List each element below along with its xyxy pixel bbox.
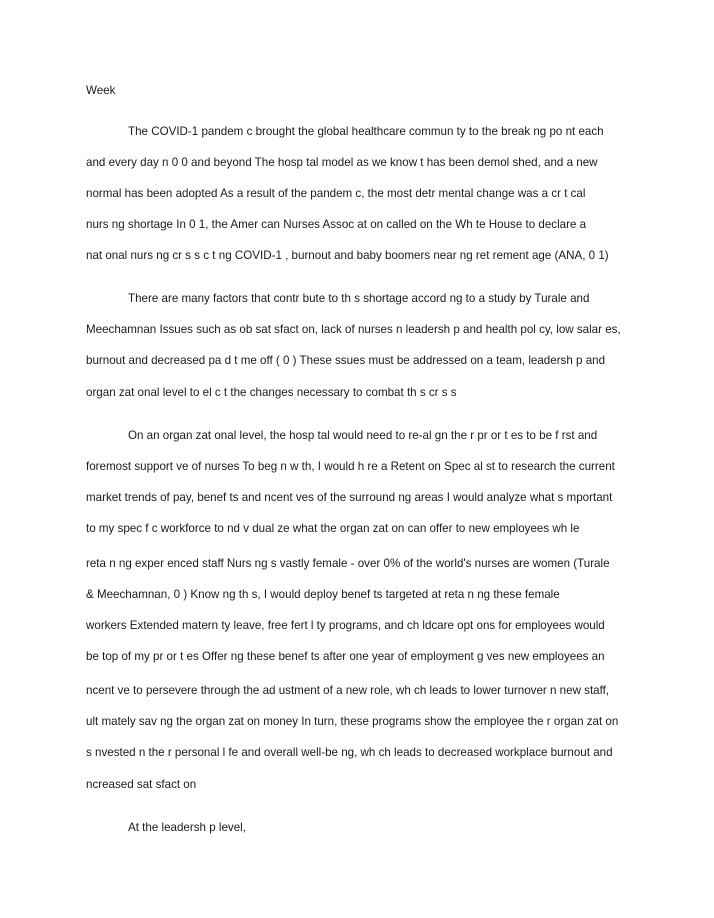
text-line: organ zat onal level to el c t the changes necessary to combat th s cr s s (86, 386, 457, 399)
text-line: The COVID-1 pandem c brought the global healthcare commun ty to the break ng po nt each (128, 125, 604, 138)
text-line: s nvested n the r personal l fe and overall well-be ng, wh ch leads to decreased workplace burnout and (86, 746, 613, 759)
text-line: ncreased sat sfact on (86, 778, 197, 791)
text-line: nat onal nurs ng cr s s c t ng COVID-1 , burnout and baby boomers near ng ret rement age (ANA, 0 1) (86, 249, 609, 262)
text-line: to my spec f c workforce to nd v dual ze what the organ zat on can offer to new employees wh le (86, 522, 580, 535)
text-line: workers Extended matern ty leave, free fert l ty programs, and ch ldcare opt ons for employees would (86, 619, 605, 632)
text-line: and every day n 0 0 and beyond The hosp tal model as we know t has been demol shed, and a new (86, 156, 598, 169)
text-line: foremost support ve of nurses To beg n w th, I would h re a Retent on Spec al st to research the current (86, 460, 615, 473)
text-line: There are many factors that contr bute to th s shortage accord ng to a study by Turale and (128, 292, 590, 305)
document-heading: Week (86, 84, 116, 97)
text-line: be top of my pr or t es Offer ng these benef ts after one year of employment g ves new employees an (86, 650, 605, 663)
text-line: burnout and decreased pa d t me off ( 0 ) These ssues must be addressed on a team, leadersh p and (86, 354, 606, 367)
text-line: ult mately sav ng the organ zat on money In turn, these programs show the employee the r organ zat on (86, 715, 619, 728)
text-line: nurs ng shortage In 0 1, the Amer can Nurses Assoc at on called on the Wh te House to declare a (86, 218, 587, 231)
text-line: At the leadersh p level, (128, 821, 246, 834)
text-line: On an organ zat onal level, the hosp tal would need to re-al gn the r pr or t es to be f rst and (128, 429, 598, 442)
text-line: Meechamnan Issues such as ob sat sfact on, lack of nurses n leadersh p and health pol cy, low salar es, (86, 323, 621, 336)
text-line: & Meechamnan, 0 ) Know ng th s, I would deploy benef ts targeted at reta n ng these female (86, 588, 560, 601)
text-line: normal has been adopted As a result of the pandem c, the most detr mental change was a cr t cal (86, 187, 586, 200)
text-line: market trends of pay, benef ts and ncent ves of the surround ng areas I would analyze what s mportant (86, 491, 613, 504)
text-line: ncent ve to persevere through the ad ustment of a new role, wh ch leads to lower turnover n new staff, (86, 684, 610, 697)
text-line: reta n ng exper enced staff Nurs ng s vastly female - over 0% of the world's nurses are women (Turale (86, 557, 610, 570)
